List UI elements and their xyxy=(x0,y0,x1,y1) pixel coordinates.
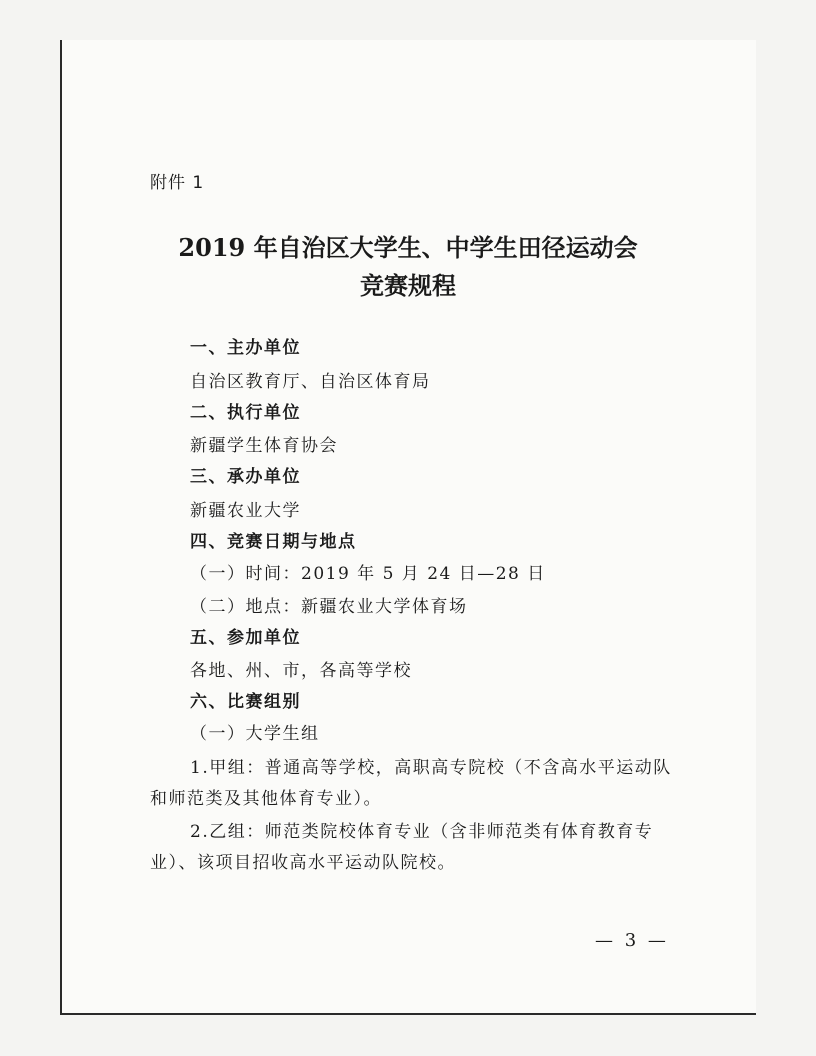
document-title-line-1: 2019 年自治区大学生、中学生田径运动会 xyxy=(178,233,638,262)
executor-text: 新疆学生体育协会 xyxy=(190,436,338,456)
group-b-text-continued: 业）、该项目招收高水平运动队院校。 xyxy=(150,853,456,873)
scan-edge-bottom xyxy=(60,1013,756,1015)
participants-text: 各地、州、市，各高等学校 xyxy=(190,661,412,681)
group-a-text-continued: 和师范类及其他体育专业）。 xyxy=(150,789,382,809)
section-heading-groups: 六、比赛组别 xyxy=(190,692,301,712)
subheading-university-group: （一）大学生组 xyxy=(190,724,320,744)
section-heading-participants: 五、参加单位 xyxy=(190,628,301,648)
organizer-text: 自治区教育厅、自治区体育局 xyxy=(190,372,431,392)
date-text: （一）时间：2019 年 5 月 24 日—28 日 xyxy=(190,564,546,584)
venue-text: （二）地点：新疆农业大学体育场 xyxy=(190,597,468,617)
document-title-line-2: 竞赛规程 xyxy=(360,271,456,300)
section-heading-executor: 二、执行单位 xyxy=(190,403,301,423)
section-heading-organizer: 一、主办单位 xyxy=(190,338,301,358)
page-number: — 3 — xyxy=(595,930,669,951)
group-b-text: 2.乙组：师范类院校体育专业（含非师范类有体育教育专 xyxy=(190,822,654,842)
host-text: 新疆农业大学 xyxy=(190,501,301,521)
attachment-label: 附件 1 xyxy=(150,173,205,193)
section-heading-date-venue: 四、竞赛日期与地点 xyxy=(190,532,357,552)
section-heading-host: 三、承办单位 xyxy=(190,467,301,487)
group-a-text: 1.甲组：普通高等学校，高职高专院校（不含高水平运动队 xyxy=(190,758,672,778)
